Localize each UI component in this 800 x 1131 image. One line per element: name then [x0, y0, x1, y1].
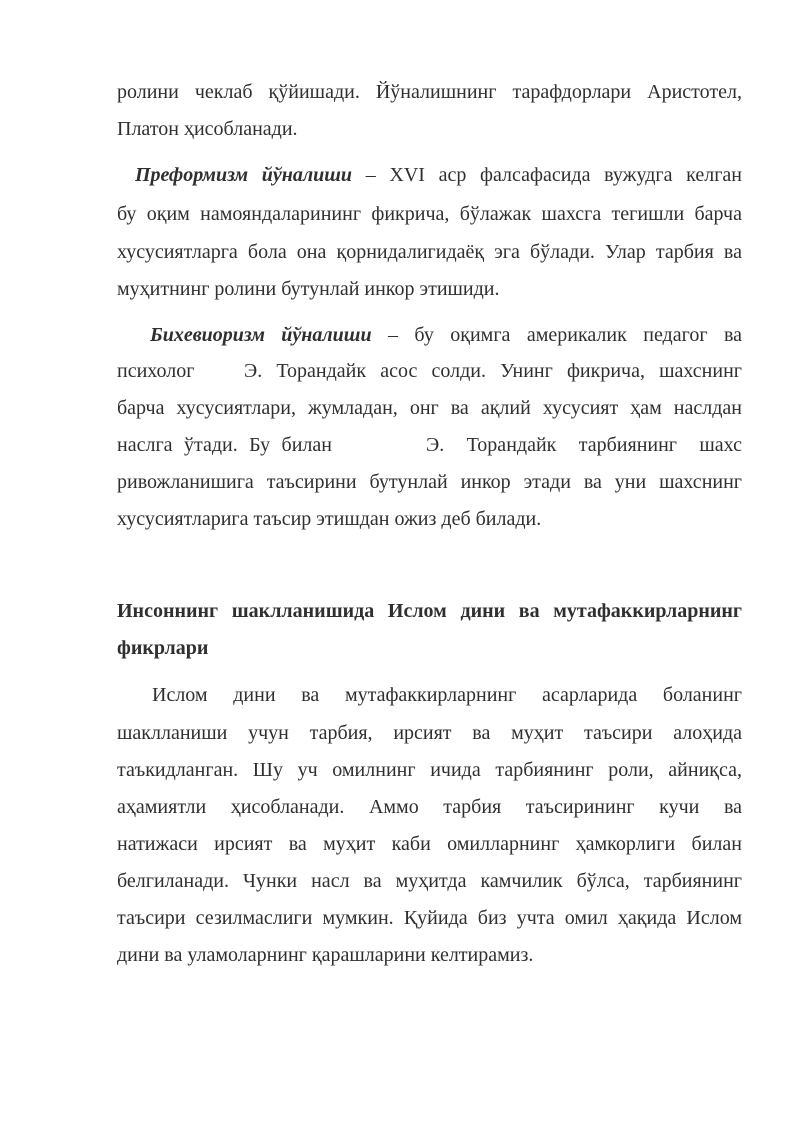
paragraph-4-line-1: Ислом дини ва мутафаккирларнинг асарларида боланинг [152, 684, 742, 706]
term-behaviorism: Бихевиоризм йўналиши [150, 324, 372, 346]
paragraph-1-line-1: ролини чеклаб қўйишади. Йўналишнинг тарафдорлари Аристотел, [117, 81, 742, 103]
section-heading-line-2: фикрлари [117, 637, 209, 659]
paragraph-4-line-7: таъсири сезилмаслиги мумкин. Қуйида биз учта омил ҳақида Ислом [117, 907, 742, 929]
paragraph-4-line-4: аҳамиятли ҳисобланади. Аммо тарбия таъсирининг кучи ва [117, 796, 742, 818]
term-preformism: Преформизм йўналиши [135, 164, 353, 186]
paragraph-1-line-2: Платон ҳисобланади. [117, 118, 298, 140]
paragraph-2-line-2: бу оқим намояндаларининг фикрича, бўлажак шахсга тегишли барча [117, 203, 742, 225]
paragraph-3-line-5: ривожланишига таъсирини бутунлай инкор этади ва уни шахснинг [117, 471, 742, 493]
paragraph-3-line-2-end: Э. Торандайк асос солди. Унинг фикрича, шахснинг [244, 360, 742, 382]
paragraph-3-line-4-end: Э. Торандайк тарбиянинг шахс [426, 434, 742, 456]
paragraph-3-line-2-start: психолог [117, 360, 195, 382]
paragraph-4-line-2: шаклланиши учун тарбия, ирсият ва муҳит таъсири алоҳида [117, 722, 742, 744]
paragraph-4-line-5: натижаси ирсият ва муҳит каби омилларнинг ҳамкорлиги билан [117, 833, 742, 855]
paragraph-2-line-3: хусусиятларга бола она қорнидалигидаёқ эга бўлади. Улар тарбия ва [117, 241, 742, 263]
section-heading-line-1: Инсоннинг шаклланишида Ислом дини ва мутафаккирларнинг [117, 600, 742, 622]
paragraph-3-line-6: хусусиятларига таъсир этишдан ожиз деб билади. [117, 508, 542, 530]
paragraph-3-line-1-text: – бу оқимга америкалик педагог ва [371, 324, 742, 346]
paragraph-4-line-8: дини ва уламоларнинг қарашларини келтирамиз. [117, 944, 534, 966]
paragraph-4-line-3: таъкидланган. Шу уч омилнинг ичида тарбиянинг роли, айниқса, [117, 759, 742, 781]
paragraph-3-line-1 [150, 320, 742, 350]
paragraph-3-line-4-start: наслга ўтади. Бу билан [117, 434, 332, 456]
paragraph-3-line-3: барча хусусиятлари, жумладан, онг ва ақлий хусусият ҳам наслдан [117, 397, 742, 419]
paragraph-2-line-1 [135, 160, 742, 190]
paragraph-4-line-6: белгиланади. Чунки насл ва муҳитда камчилик бўлса, тарбиянинг [117, 870, 742, 892]
paragraph-2-line-1-text: – XVI аср фалсафасида вужудга келган [352, 164, 742, 186]
paragraph-2-line-4: муҳитнинг ролини бутунлай инкор этишиди. [117, 278, 500, 300]
